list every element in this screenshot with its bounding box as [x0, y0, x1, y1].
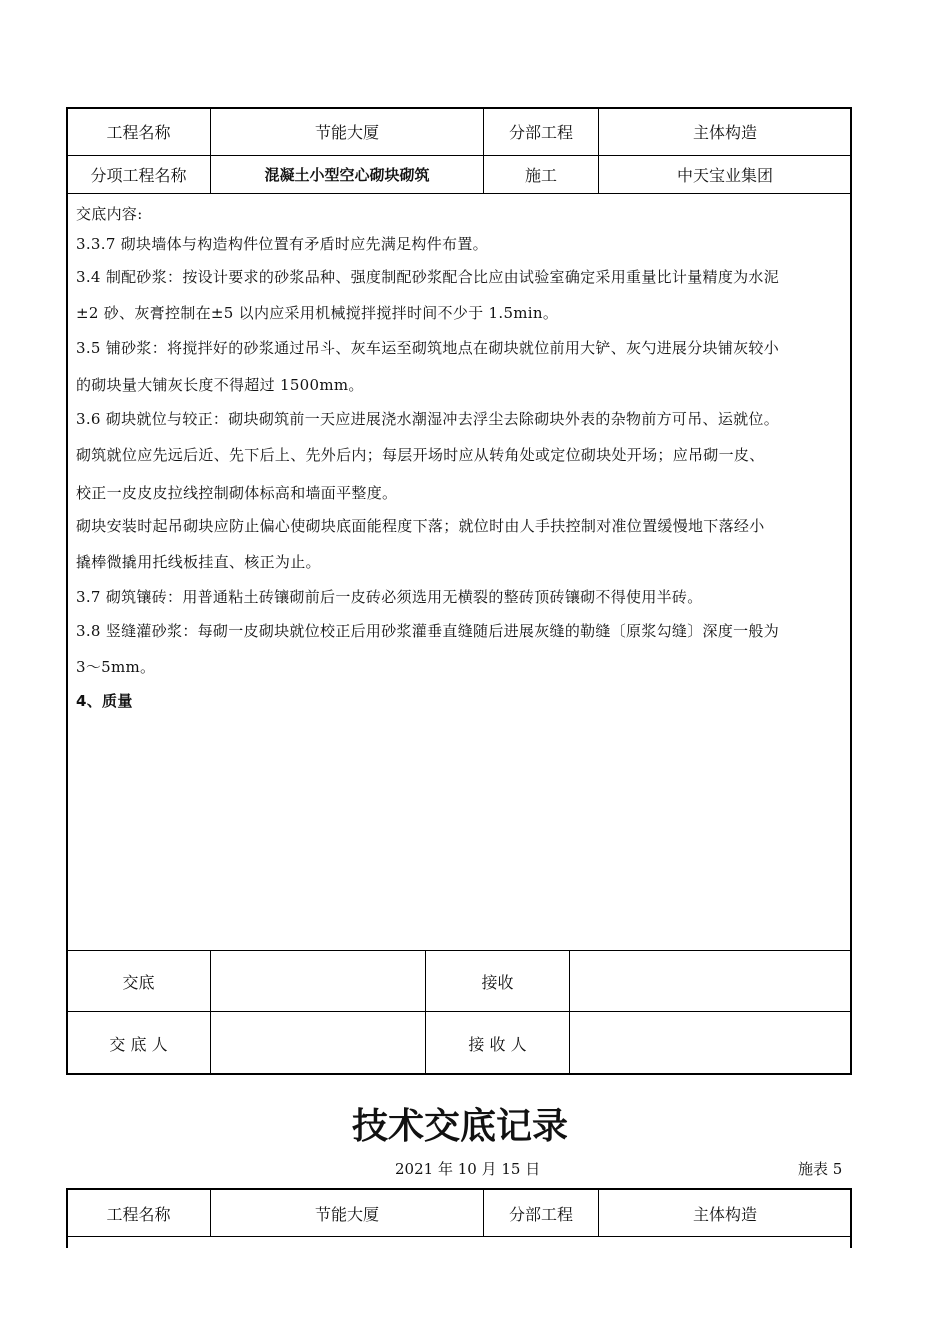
- handover-label: 交底: [122, 972, 155, 992]
- bottom-project-name-label: 工程名称: [106, 1204, 171, 1224]
- bottom-division-label: 分部工程: [508, 1204, 573, 1224]
- date: 2021 年 10 月 15 日: [395, 1160, 541, 1178]
- row-divider: [67, 1236, 851, 1237]
- division-value: 主体构造: [692, 123, 757, 142]
- receive-person-label: 接 收 人: [468, 1034, 527, 1054]
- content-line: 砌块安装时起吊砌块应防止偏心使砌块底面能程度下落；就位时由人手扶控制对准位置缓慢地下落经小: [76, 517, 765, 535]
- section-heading: 4、质量: [76, 692, 133, 710]
- handover-person-label: 交 底 人: [109, 1034, 168, 1054]
- content-line: 3.5 铺砂浆：将搅拌好的砂浆通过吊斗、灰车运至砌筑地点在砌块就位前用大铲、灰勺进展分块铺灰较小: [76, 339, 780, 357]
- col-divider: [210, 950, 211, 1074]
- content-line: 砌筑就位应先远后近、先下后上、先外后内；每层开场时应从转角处或定位砌块处开场；应吊砌一皮、: [76, 446, 765, 464]
- content-line: 撬棒微撬用托线板挂直、核正为止。: [76, 553, 321, 571]
- content-heading: 交底内容:: [76, 205, 143, 223]
- bottom-project-name-value: 节能大厦: [314, 1204, 379, 1224]
- subitem-label: 分项工程名称: [90, 166, 187, 185]
- content-line: 3.8 竖缝灌砂浆：每砌一皮砌块就位校正后用砂浆灌垂直缝随后进展灰缝的勒缝〔原浆勾缝〕深度一般为: [76, 622, 780, 640]
- construction-label: 施工: [524, 166, 557, 185]
- content-line: 3.3.7 砌块墙体与构造构件位置有矛盾时应先满足构件布置。: [76, 235, 488, 253]
- content-line: 3～5mm。: [76, 658, 156, 676]
- project-name-value: 节能大厦: [314, 123, 379, 142]
- bottom-division-value: 主体构造: [692, 1204, 757, 1224]
- project-name-label: 工程名称: [106, 123, 171, 142]
- construction-value: 中天宝业集团: [676, 166, 773, 185]
- content-line: 3.4 制配砂浆：按设计要求的砂浆品种、强度制配砂浆配合比应由试验室确定采用重量比计量精度为水泥: [76, 268, 780, 286]
- content-line: 3.6 砌块就位与较正：砌块砌筑前一天应进展浇水潮湿冲去浮尘去除砌块外表的杂物前方可吊、运就位。: [76, 410, 780, 428]
- content-line: 3.7 砌筑镶砖：用普通粘土砖镶砌前后一皮砖必须选用无横裂的整砖顶砖镶砌不得使用半砖。: [76, 588, 703, 606]
- doc-title: 技术交底记录: [351, 1106, 568, 1147]
- form-number: 施表 5: [798, 1160, 843, 1178]
- content-line: 校正一皮皮皮拉线控制砌体标高和墙面平整度。: [76, 484, 398, 502]
- col-divider: [569, 950, 570, 1074]
- row-divider: [67, 193, 851, 194]
- receive-label: 接收: [481, 972, 514, 992]
- content-line: 的砌块量大铺灰长度不得超过 1500mm。: [76, 376, 364, 394]
- division-label: 分部工程: [508, 123, 573, 142]
- subitem-value: 混凝土小型空心砌块砌筑: [264, 166, 430, 184]
- content-line: ±2 砂、灰膏控制在±5 以内应采用机械搅拌搅拌时间不少于 1.5min。: [76, 304, 559, 322]
